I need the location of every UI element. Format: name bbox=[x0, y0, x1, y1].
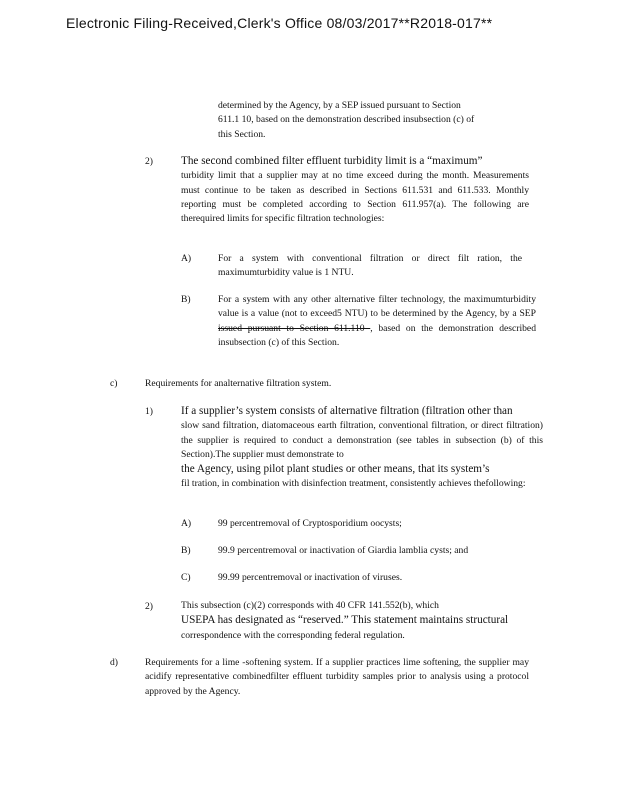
continued-line: determined by the Agency, by a SEP issued pursuant to Section bbox=[218, 100, 461, 111]
item-2A-text: For a system with conventional filtration or direct filt ration, the maximumturbidity value is 1 NTU. bbox=[218, 253, 522, 279]
item-c1-body: slow sand filtration, diatomaceous earth filtration, conventional filtration, or direct filtration) the supplier is required to conduct a demonstration (see tables in subsection (b) of this Section).The supplier must demonstrate to bbox=[181, 420, 543, 460]
item-c2-label: 2) bbox=[145, 601, 153, 612]
continued-line: 611.1 10, based on the demonstration described insubsection (c) of bbox=[218, 114, 475, 126]
filing-header: Electronic Filing-Received,Clerk's Office 08/03/2017**R2018-017** bbox=[66, 15, 493, 31]
item-c1C-text: 99.99 percentremoval or inactivation of viruses. bbox=[218, 572, 403, 583]
item-2B-text bbox=[218, 293, 536, 350]
item-c2-line-1: This subsection (c)(2) corresponds with 40 CFR 141.552(b), which bbox=[181, 600, 439, 611]
item-c1-label: 1) bbox=[145, 406, 153, 417]
item-2B-label: B) bbox=[181, 294, 191, 305]
item-2B-part2: , based on the demonstration described insubsection (c) of this Section. bbox=[218, 322, 536, 348]
item-2B-part1: For a system with any other alternative filter technology, the maximumturbidity value is a value (not to exceed5 NTU) to be determined by the Agency, by a SEP bbox=[218, 294, 536, 320]
item-c1A-text: 99 percentremoval of Cryptosporidium oocysts; bbox=[218, 518, 402, 529]
item-c2-bold-line: USEPA has designated as “reserved.” This statement maintains structural bbox=[181, 614, 509, 627]
item-2-rest: turbidity limit that a supplier may at no time exceed during the month. Measurements must continue to be taken as described in Sections 611.531 and 611.533. Monthly reporting must be completed according to Section 611.957(a). The following are therequired limits for specific filtration technologies: bbox=[181, 170, 529, 225]
item-c1B-text: 99.9 percentremoval or inactivation of Giardia lamblia cysts; and bbox=[218, 545, 469, 556]
item-d-text: Requirements for a lime -softening system. If a supplier practices lime softening, the supplier may acidify representative combinedfilter effluent turbidity samples prior to analysis using a protocol approved by the Agency. bbox=[145, 657, 529, 697]
item-c1-text bbox=[181, 404, 543, 492]
item-d-label: d) bbox=[110, 657, 118, 668]
continued-line: this Section. bbox=[218, 128, 266, 140]
item-c2-line-3: correspondence with the corresponding federal regulation. bbox=[181, 629, 405, 641]
item-c-text: Requirements for analternative filtration system. bbox=[145, 378, 332, 389]
item-c1C-label: C) bbox=[181, 572, 191, 583]
item-2A-label: A) bbox=[181, 253, 192, 264]
continued-paragraph bbox=[218, 99, 536, 142]
item-2-label: 2) bbox=[145, 156, 153, 167]
item-c1B-label: B) bbox=[181, 545, 191, 556]
item-c1A-label: A) bbox=[181, 518, 192, 529]
item-2B-struck-text: issued pursuant to Section 611.110 bbox=[218, 322, 371, 334]
item-c1-bold-line: If a supplier’s system consists of alternative filtration (filtration other than bbox=[181, 405, 513, 417]
item-c1-body-2: fil tration, in combination with disinfection treatment, consistently achieves thefollowing: bbox=[181, 478, 526, 490]
item-2-text bbox=[181, 154, 529, 226]
item-c1-bold-line-2: the Agency, using pilot plant studies or other means, that its system’s bbox=[181, 463, 490, 476]
item-c2-text bbox=[181, 599, 536, 643]
item-2-first-line: The second combined filter effluent turbidity limit is a “maximum” bbox=[181, 155, 483, 167]
item-c-label: c) bbox=[110, 378, 118, 389]
